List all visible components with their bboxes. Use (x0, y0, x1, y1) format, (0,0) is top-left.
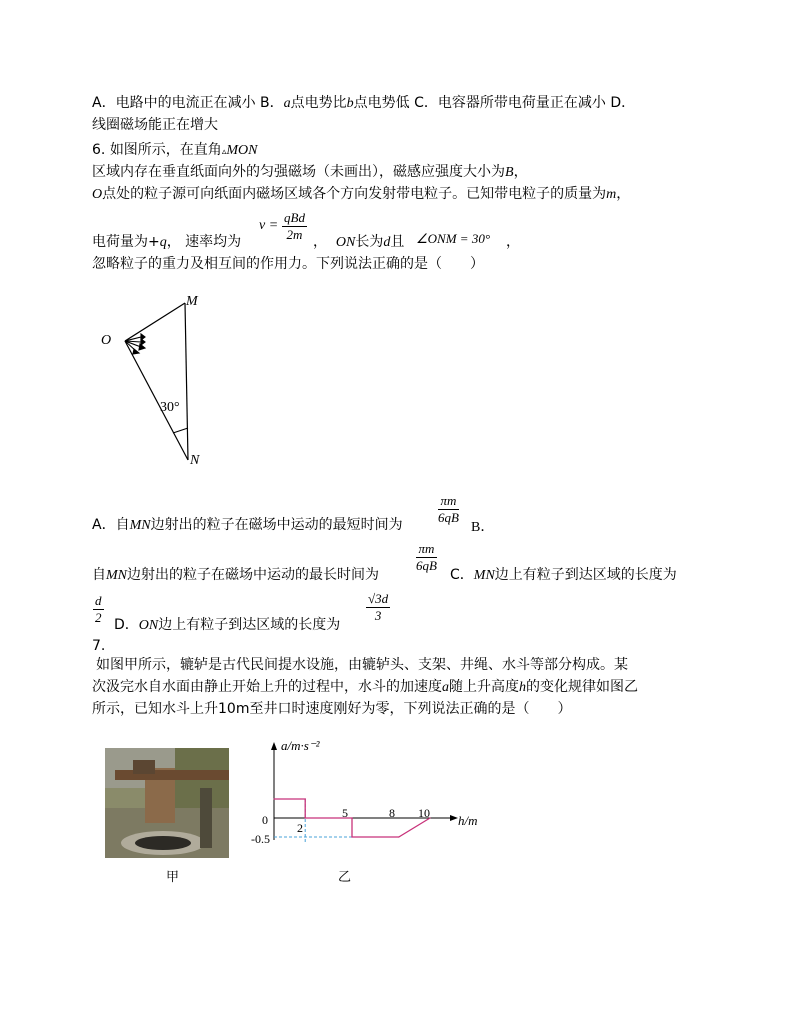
option-a-fraction: $\frac{\pi m}{6qB}$ (438, 493, 459, 525)
data-point (351, 836, 352, 837)
q7-stem-line1: 如图甲所示，辘轳是古代民间提水设施，由辘轳头、支架、井绳、水斗等部分构成。某 (96, 657, 628, 673)
y-axis-label: a/m·s⁻² (281, 738, 320, 753)
q5-options-line2: 线圈磁场能正在增大 (92, 117, 218, 133)
x-tick-5: 5 (342, 806, 348, 820)
point-O-label: O (101, 333, 112, 348)
origin-label: 0 (262, 813, 268, 827)
point-M-label: M (186, 294, 198, 309)
q6-option-c: C．MN边上有粒子到达区域的长度为 (450, 567, 677, 583)
data-point (398, 836, 399, 837)
q6-stem-line4b: ， ON长为d且 (313, 234, 405, 250)
y-axis-arrow (271, 742, 277, 750)
q7-stem-line3: 所示，已知水斗上升10m至井口时速度刚好为零，下列说法正确的是（ ） (92, 701, 572, 717)
q6-option-a: A．自MN边射出的粒子在磁场中运动的最短时间为 (92, 517, 403, 533)
x-axis-arrow (450, 815, 458, 821)
q6-stem-line1: 6. 如图所示，在直角▵MON (92, 142, 258, 158)
x-tick-10: 10 (418, 806, 430, 820)
option-b-fraction: $\frac{\pi m}{6qB}$ (416, 541, 437, 573)
q7-number: 7. (92, 638, 106, 654)
velocity-symbol: v = (259, 218, 279, 233)
point-N-label: N (190, 453, 200, 468)
q6-stem-line5: 忽略粒子的重力及相互间的作用力。下列说法正确的是（ ） (92, 256, 484, 272)
angle-label: 30° (160, 400, 180, 415)
q5-options-line1: A．电路中的电流正在减小 B．a点电势比b点电势低 C．电容器所带电荷量正在减小 D． (92, 95, 636, 111)
caption-jia: 甲 (166, 870, 180, 885)
q7-stem-line2: 次汲完水自水面由静止开始上升的过程中，水斗的加速度a随上升高度h的变化规律如图乙 (92, 679, 638, 695)
q6-stem-line4: 电荷量为+q， 速率均为 (92, 234, 242, 250)
angle-condition: ∠ONM = 30° (416, 231, 491, 246)
x-tick-8: 8 (389, 806, 395, 820)
q6-stem-line2: 区域内存在垂直纸面向外的匀强磁场（未画出），磁感应强度大小为B， (92, 164, 528, 180)
x-axis-label: h/m (458, 813, 478, 828)
caption-yi: 乙 (338, 870, 352, 885)
well-windlass-photo (105, 748, 229, 858)
data-point (305, 798, 306, 799)
option-c-fraction: $\frac{d}{2}$ (95, 593, 102, 625)
option-d-fraction: $\frac{√3d}{3}$ (368, 591, 389, 623)
data-point (273, 798, 274, 799)
neg-tick-label: -0.5 (251, 832, 270, 846)
acceleration-height-graph (240, 738, 490, 860)
particle-arrows (125, 334, 145, 354)
q6-stem-line3: O点处的粒子源可向纸面内磁场区域各个方向发射带电粒子。已知带电粒子的质量为m， (92, 186, 631, 202)
data-point (351, 817, 352, 818)
q6-option-b: 自MN边射出的粒子在磁场中运动的最长时间为 (92, 567, 379, 583)
velocity-fraction: qBd 2m (284, 210, 305, 242)
q6-option-d: D．ON边上有粒子到达区域的长度为 (114, 617, 341, 633)
x-tick-2: 2 (297, 821, 303, 835)
option-b-label: B． (471, 520, 495, 535)
data-point (305, 817, 306, 818)
q6-triangle-figure (95, 288, 225, 476)
q6-number: 6. (92, 142, 106, 158)
